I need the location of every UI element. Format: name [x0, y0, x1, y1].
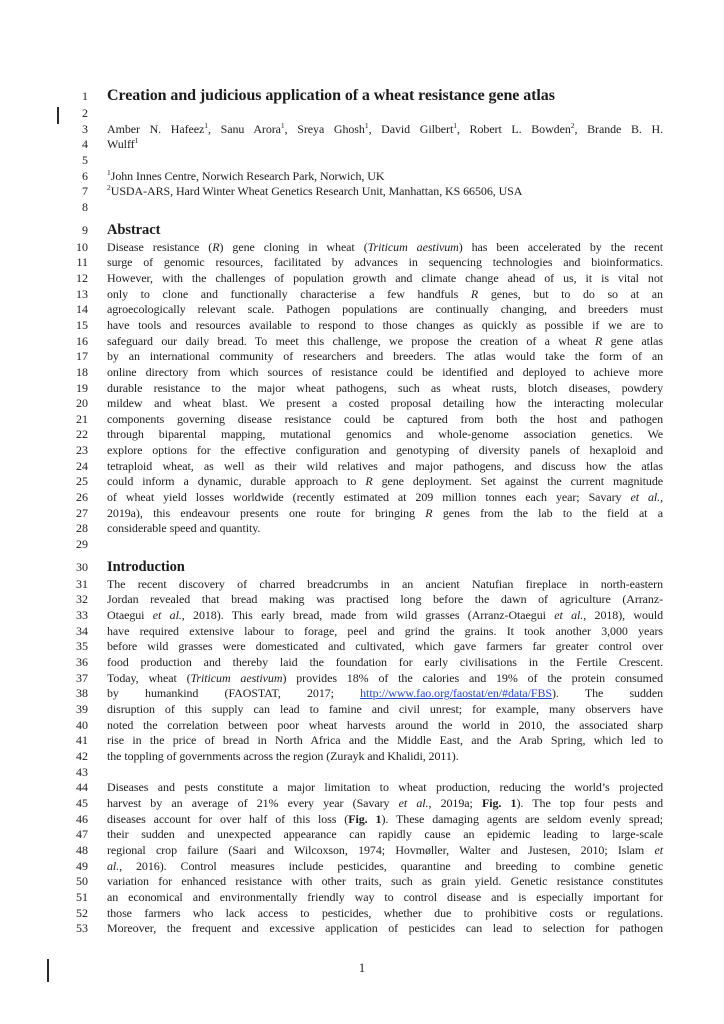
text-segment: Fig. 1 — [482, 795, 517, 810]
line-number: 9 — [82, 222, 88, 237]
text-segment: food production and thereby laid the foundation for early civilisations in the Fertile Crescent. — [107, 655, 663, 669]
manuscript-line — [0, 639, 724, 655]
text-segment: gene deployment. Set against the current magnitude — [372, 474, 663, 489]
line-text — [107, 122, 663, 138]
text-segment: et al. — [630, 490, 661, 505]
line-number: 4 — [82, 137, 88, 152]
line-text — [107, 749, 663, 765]
manuscript-line — [0, 624, 724, 640]
text-segment: components governing disease resistance could be captured from both the host and pathogen — [107, 411, 663, 426]
line-text — [107, 443, 663, 459]
manuscript-line — [0, 200, 724, 216]
superscript: 1 — [364, 120, 369, 130]
manuscript-line — [0, 153, 724, 169]
line-number: 16 — [76, 333, 88, 348]
line-number: 52 — [76, 905, 88, 920]
text-segment: those farmers who lack access to pesticides, whether due to prohibitive costs or regulations. — [107, 905, 663, 920]
text-segment: et al. — [554, 608, 584, 623]
text-segment: et — [654, 842, 663, 857]
line-text — [107, 412, 663, 428]
text-segment: safeguard our daily bread. To meet this challenge, we propose the creation of a wheat — [107, 333, 595, 348]
line-text — [107, 255, 663, 271]
line-text — [107, 906, 663, 922]
manuscript-line — [0, 558, 724, 577]
text-segment: Diseases and pests constitute a major limitation to wheat production, reducing the world’s projected — [107, 780, 663, 795]
text-segment: only to clone and functionally characterise a few handfuls — [107, 286, 471, 301]
line-number: 10 — [76, 239, 88, 254]
line-number: 45 — [76, 795, 88, 810]
text-segment: through biparental mapping, mutational genomics and whole-genome association genetics. We — [107, 427, 663, 442]
line-text — [107, 592, 663, 608]
line-text — [107, 86, 663, 106]
manuscript-line — [0, 608, 724, 624]
manuscript-line — [0, 443, 724, 459]
manuscript-line — [0, 702, 724, 718]
line-text — [107, 671, 663, 687]
manuscript-line — [0, 592, 724, 608]
line-number: 11 — [76, 255, 88, 270]
text-segment: , 2019a; — [428, 795, 482, 810]
manuscript-line — [0, 686, 724, 702]
line-text — [107, 655, 663, 671]
line-number: 28 — [76, 521, 88, 536]
text-segment: However, with the challenges of population growth and climate change ahead of us, it is vital not — [107, 270, 663, 285]
line-number: 23 — [76, 443, 88, 458]
text-segment: , Sanu Arora — [208, 121, 281, 136]
line-text — [107, 702, 663, 718]
text-segment: agroecologically relevant scale. Pathogen populations are continually changing, and breeders must — [107, 302, 663, 317]
page-number: 1 — [358, 961, 366, 975]
text-segment: could inform a dynamic, durable approach to — [107, 474, 366, 489]
text-segment: Triticum aestivum — [190, 670, 283, 685]
manuscript-line — [0, 381, 724, 397]
line-text — [107, 240, 663, 256]
manuscript-line — [0, 365, 724, 381]
manuscript-line — [0, 396, 724, 412]
manuscript-line — [0, 137, 724, 153]
text-segment: Disease resistance ( — [107, 239, 213, 254]
text-segment: , Brande B. H. — [574, 121, 664, 136]
text-segment: noted the correlation between poor wheat harvests around the world in 2010, the associated sharp — [107, 717, 663, 732]
line-text — [107, 686, 663, 702]
text-segment: Otaegui — [107, 608, 153, 623]
text-segment: Amber N. Hafeez — [107, 121, 205, 136]
manuscript-line — [0, 412, 724, 428]
text-segment: Abstract — [107, 221, 161, 238]
line-text — [107, 521, 663, 537]
text-segment: , 2016). Control measures include pesticides, quarantine and breeding to combine genetic — [119, 858, 663, 873]
line-text — [107, 365, 663, 381]
page-footer — [0, 961, 724, 976]
line-text — [107, 608, 663, 624]
manuscript-line — [0, 906, 724, 922]
text-segment: R — [212, 239, 220, 254]
text-segment: diseases account for over half of this loss ( — [107, 811, 349, 826]
text-segment: have tools and resources available to respond to those changes as quickly as possible if we are to — [107, 317, 663, 332]
superscript: 1 — [134, 136, 139, 146]
manuscript-line — [0, 318, 724, 334]
line-number: 33 — [76, 608, 88, 623]
manuscript-line — [0, 474, 724, 490]
text-segment: by an international community of researchers and breeders. The atlas would take the form of an — [107, 349, 663, 364]
text-segment: , Robert L. Bowden — [456, 121, 571, 136]
line-number: 32 — [76, 592, 88, 607]
text-segment: Moreover, the frequent and excessive application of pesticides can lead to selection for pathogen — [107, 921, 663, 936]
text-segment: before wild grasses were domesticated and cultivated, which gave farmers far greater control over — [107, 639, 663, 654]
text-segment: surge of genomic resources, facilitated by advances in sequencing technologies and bioinformatics. — [107, 255, 663, 270]
text-segment: Introduction — [107, 558, 185, 575]
text-segment: Creation and judicious application of a wheat resistance gene atlas — [107, 87, 555, 104]
text-segment: R — [594, 333, 603, 348]
line-number: 43 — [76, 764, 88, 779]
line-number: 35 — [76, 639, 88, 654]
line-number: 39 — [76, 701, 88, 716]
manuscript-lines — [0, 86, 724, 937]
manuscript-line — [0, 577, 724, 593]
line-number: 21 — [76, 411, 88, 426]
line-number: 7 — [82, 184, 88, 199]
manuscript-line — [0, 655, 724, 671]
text-segment: , Sreya Ghosh — [284, 121, 365, 136]
manuscript-line — [0, 86, 724, 106]
text-segment: 2019a), this endeavour presents one route for bringing — [107, 505, 426, 520]
line-text — [107, 639, 663, 655]
manuscript-line — [0, 427, 724, 443]
manuscript-line — [0, 255, 724, 271]
text-segment: gene atlas — [602, 333, 663, 348]
text-segment: Wulff — [107, 137, 135, 152]
text-segment: disruption of this supply can lead to famine and civil unrest; for example, many observers have — [107, 701, 663, 716]
manuscript-line — [0, 490, 724, 506]
line-text — [107, 874, 663, 890]
superscript: 1 — [107, 167, 111, 177]
faostat-link[interactable]: http://www.fao.org/faostat/en/#data/FBS — [360, 686, 552, 701]
line-number: 42 — [76, 748, 88, 763]
manuscript-line — [0, 843, 724, 859]
manuscript-line — [0, 221, 724, 240]
line-number: 30 — [76, 559, 88, 574]
line-number: 47 — [76, 827, 88, 842]
line-number: 53 — [76, 921, 88, 936]
manuscript-line — [0, 349, 724, 365]
manuscript-line — [0, 827, 724, 843]
text-segment: of wheat yield losses worldwide (recently estimated at 209 million tonnes each year; Savary — [107, 490, 631, 505]
line-text — [107, 302, 663, 318]
line-number: 25 — [76, 474, 88, 489]
line-number: 49 — [76, 858, 88, 873]
text-segment: online directory from which sources of resistance could be identified and deployed to achieve more — [107, 364, 663, 379]
line-text — [107, 287, 663, 303]
text-segment: genes from the lab to the field at a — [432, 505, 663, 520]
line-number: 27 — [76, 505, 88, 520]
line-number: 36 — [76, 655, 88, 669]
line-text — [107, 349, 663, 365]
line-number: 51 — [76, 889, 88, 904]
text-segment: mildew and wheat blast. We present a costed proposal detailing how the interacting molecular — [107, 396, 663, 411]
line-text — [107, 577, 663, 593]
line-text — [107, 558, 663, 577]
line-text — [107, 890, 663, 906]
line-number: 46 — [76, 811, 88, 826]
line-text — [107, 334, 663, 350]
manuscript-line — [0, 749, 724, 765]
superscript: 1 — [280, 120, 285, 130]
manuscript-line — [0, 169, 724, 185]
line-number: 12 — [76, 270, 88, 285]
text-segment: , — [660, 490, 664, 505]
text-segment: regional crop failure (Saari and Wilcoxson, 1974; Hovmøller, Walter and Justesen, 2010; Islam — [107, 842, 655, 857]
line-number: 13 — [76, 286, 88, 301]
line-text — [107, 137, 663, 153]
line-text — [107, 474, 663, 490]
manuscript-line — [0, 718, 724, 734]
manuscript-line — [0, 521, 724, 537]
line-text — [107, 733, 663, 749]
line-text — [107, 796, 663, 812]
superscript: 2 — [107, 183, 111, 193]
manuscript-line — [0, 459, 724, 475]
line-text — [107, 827, 663, 843]
superscript: 2 — [570, 120, 575, 130]
manuscript-line — [0, 184, 724, 200]
manuscript-line — [0, 106, 724, 122]
line-text — [107, 624, 663, 640]
line-number: 48 — [76, 842, 88, 857]
manuscript-line — [0, 240, 724, 256]
text-segment: , 2018). This early bread, made from wild grasses (Arranz-Otaegui — [181, 608, 555, 623]
line-text — [107, 718, 663, 734]
line-text — [107, 921, 663, 937]
text-segment: Fig. 1 — [348, 811, 382, 826]
text-segment: et al. — [152, 608, 182, 623]
text-segment: et al. — [398, 795, 429, 810]
line-text — [107, 381, 663, 397]
line-text — [107, 169, 663, 185]
line-number: 20 — [76, 396, 88, 411]
manuscript-line — [0, 733, 724, 749]
text-segment: ) has been accelerated by the recent — [458, 239, 663, 254]
line-number: 24 — [76, 458, 88, 473]
text-segment: an economical and environmentally friendly way to control disease and is especially important for — [107, 889, 663, 904]
text-segment: Triticum aestivum — [367, 239, 459, 254]
line-number: 37 — [76, 670, 88, 685]
text-segment: USDA-ARS, Hard Winter Wheat Genetics Research Unit, Manhattan, KS 66506, USA — [110, 184, 523, 199]
line-number: 8 — [82, 199, 88, 214]
line-text — [107, 506, 663, 522]
manuscript-line — [0, 874, 724, 890]
text-segment: John Innes Centre, Norwich Research Park, Norwich, UK — [110, 168, 385, 183]
line-number: 34 — [76, 623, 88, 638]
manuscript-line — [0, 671, 724, 687]
line-number: 19 — [76, 380, 88, 395]
manuscript-line — [0, 287, 724, 303]
manuscript-line — [0, 812, 724, 828]
text-segment: tetraploid wheat, as well as their wild relatives and major pathogens, and discuss how the atlas — [107, 458, 663, 473]
line-number: 40 — [76, 717, 88, 732]
text-segment: R — [365, 474, 373, 489]
line-number: 38 — [76, 686, 88, 701]
manuscript-line — [0, 506, 724, 522]
line-number: 41 — [76, 733, 88, 748]
text-segment: , 2018), would — [583, 608, 663, 623]
text-segment: al. — [107, 858, 120, 873]
manuscript-line — [0, 302, 724, 318]
text-segment: Today, wheat ( — [107, 670, 191, 685]
manuscript-line — [0, 859, 724, 875]
line-number: 6 — [82, 168, 88, 183]
line-number: 18 — [76, 364, 88, 379]
line-number: 17 — [76, 349, 88, 364]
line-text — [107, 184, 663, 200]
manuscript-line — [0, 122, 724, 138]
text-segment: variation for enhanced resistance with other traits, such as grain yield. Genetic resistance constitutes — [107, 874, 663, 889]
text-segment: The recent discovery of charred breadcrumbs in an ancient Natufian fireplace in north-eastern — [107, 576, 663, 591]
line-text — [107, 271, 663, 287]
line-number: 26 — [76, 490, 88, 505]
manuscript-line — [0, 921, 724, 937]
line-text — [107, 318, 663, 334]
line-number: 15 — [76, 317, 88, 332]
manuscript-line — [0, 890, 724, 906]
text-segment: harvest by an average of 21% every year (Savary — [107, 795, 399, 810]
line-number: 22 — [76, 427, 88, 442]
text-segment: ). The top four pests and — [516, 795, 664, 810]
manuscript-line — [0, 780, 724, 796]
text-segment: their sudden and unexpected appearance can rapidly cause an epidemic leading to large-scale — [107, 827, 663, 842]
line-number: 2 — [82, 106, 88, 120]
manuscript-line — [0, 796, 724, 812]
text-segment: , David Gilbert — [368, 121, 454, 136]
text-segment: R — [425, 505, 433, 520]
text-segment: explore options for the effective configuration and genotyping of diversity panels of hexaploid and — [107, 443, 663, 458]
manuscript-line — [0, 334, 724, 350]
manuscript-line — [0, 765, 724, 781]
line-number: 3 — [82, 121, 88, 136]
text-segment: ) provides 18% of the calories and 19% of the protein consumed — [282, 670, 663, 685]
text-segment: the toppling of governments across the region (Zurayk and Khalidi, 2011). — [107, 748, 459, 763]
text-segment: ). The sudden — [552, 686, 663, 701]
line-text — [107, 859, 663, 875]
text-segment: rise in the price of bread in North Africa and the Middle East, and the Arab Spring, which led to — [107, 733, 663, 748]
text-segment: durable resistance to the major wheat pathogens, such as wheat rusts, blotch diseases, powdery — [107, 380, 663, 395]
text-segment: have required extensive labour to forage, peel and grind the grains. It took another 3,000 years — [107, 623, 663, 638]
line-number: 50 — [76, 874, 88, 889]
line-text — [107, 490, 663, 506]
line-number: 14 — [76, 302, 88, 317]
manuscript-line — [0, 537, 724, 553]
line-text — [107, 221, 663, 240]
line-text — [107, 843, 663, 859]
text-segment: R — [470, 286, 479, 301]
line-number: 31 — [76, 576, 88, 591]
superscript: 1 — [204, 120, 209, 130]
line-text — [107, 780, 663, 796]
text-segment: genes, but to do so at an — [478, 286, 663, 301]
line-text — [107, 459, 663, 475]
text-segment: ). These damaging agents are seldom evenly spread; — [381, 811, 663, 826]
line-number: 44 — [76, 780, 88, 795]
manuscript-line — [0, 271, 724, 287]
line-text — [107, 396, 663, 412]
line-number: 1 — [82, 89, 88, 103]
line-number: 29 — [76, 537, 88, 552]
text-segment: by humankind (FAOSTAT, 2017; — [107, 686, 361, 701]
line-number: 5 — [82, 152, 88, 167]
superscript: 1 — [453, 120, 457, 130]
text-segment: Jordan revealed that bread making was practised long before the dawn of agriculture (Arranz- — [107, 592, 663, 607]
text-segment: considerable speed and quantity. — [107, 521, 261, 536]
text-segment: ) gene cloning in wheat ( — [219, 239, 368, 254]
line-text — [107, 427, 663, 443]
line-text — [107, 812, 663, 828]
